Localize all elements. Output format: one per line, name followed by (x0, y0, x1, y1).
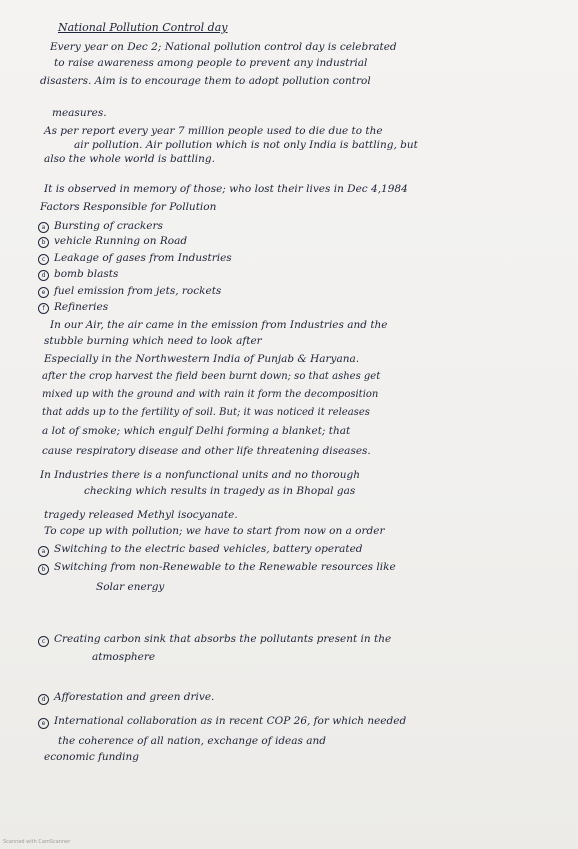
text-line: It is observed in memory of those; who lost their lives in Dec 4,1984 (44, 183, 408, 195)
list-item: Creating carbon sink that absorbs the pollutants present in the (54, 633, 392, 645)
list-marker-a: a (38, 546, 49, 557)
text-line: that adds up to the fertility of soil. But; it was noticed it releases (42, 407, 370, 418)
text-line: measures. (52, 107, 107, 119)
list-item-continued: the coherence of all nation, exchange of ideas and (58, 735, 327, 747)
text-line: tragedy released Methyl isocyanate. (44, 509, 238, 521)
list-item: Refineries (54, 301, 109, 313)
list-item: Leakage of gases from Industries (54, 252, 232, 264)
text-line: In our Air, the air came in the emission from Industries and the (50, 319, 388, 331)
list-marker-f: f (38, 303, 49, 314)
text-line: air pollution. Air pollution which is not only India is battling, but (74, 139, 418, 151)
text-line: also the whole world is battling. (44, 153, 215, 165)
list-marker-a: a (38, 222, 49, 233)
list-marker-c: c (38, 254, 49, 265)
list-item: Switching to the electric based vehicles, battery operated (54, 543, 363, 555)
page-title: National Pollution Control day (58, 21, 228, 34)
text-line: Factors Responsible for Pollution (40, 201, 217, 213)
list-marker-d: d (38, 270, 49, 281)
text-line: Every year on Dec 2; National pollution control day is celebrated (50, 41, 397, 53)
text-line: disasters. Aim is to encourage them to adopt pollution control (40, 75, 371, 87)
list-item: bomb blasts (54, 268, 119, 280)
text-line: To cope up with pollution; we have to start from now on a order (44, 525, 385, 537)
list-item-continued: Solar energy (96, 581, 165, 593)
list-marker-d: d (38, 694, 49, 705)
list-item: vehicle Running on Road (54, 235, 188, 247)
scanner-watermark: Scanned with CamScanner (3, 839, 71, 845)
text-line: a lot of smoke; which engulf Delhi forming a blanket; that (42, 425, 351, 437)
text-line: Especially in the Northwestern India of Punjab & Haryana. (44, 353, 360, 365)
text-line: stubble burning which need to look after (44, 335, 262, 347)
list-item: Afforestation and green drive. (54, 691, 215, 703)
list-item-continued: atmosphere (92, 651, 156, 663)
list-item: fuel emission from jets, rockets (54, 285, 222, 297)
list-item: Switching from non-Renewable to the Renewable resources like (54, 561, 396, 573)
list-marker-b: b (38, 564, 49, 575)
text-line: cause respiratory disease and other life threatening diseases. (42, 445, 371, 457)
list-marker-b: b (38, 237, 49, 248)
text-line: to raise awareness among people to prevent any industrial (54, 57, 368, 69)
text-line: mixed up with the ground and with rain it form the decomposition (42, 389, 379, 400)
text-line: As per report every year 7 million people used to die due to the (44, 125, 383, 137)
list-item: International collaboration as in recent COP 26, for which needed (54, 715, 407, 727)
text-line: after the crop harvest the field been burnt down; so that ashes get (42, 371, 381, 382)
list-marker-c: c (38, 636, 49, 647)
list-marker-e: e (38, 287, 49, 298)
list-item: Bursting of crackers (54, 220, 163, 232)
list-item-continued: economic funding (44, 751, 140, 763)
list-marker-e: e (38, 718, 49, 729)
text-line: checking which results in tragedy as in Bhopal gas (84, 485, 356, 497)
text-line: In Industries there is a nonfunctional units and no thorough (40, 469, 360, 481)
